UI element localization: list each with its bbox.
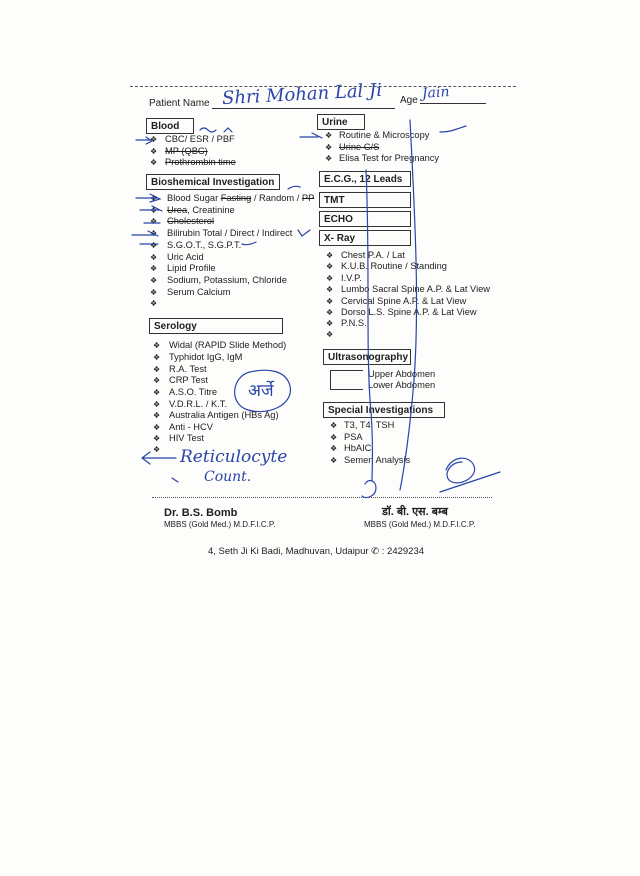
bullet-icon: ❖ xyxy=(153,411,161,420)
xray-item-lumbo: Lumbo Sacral Spine A.P. & Lat View xyxy=(341,284,491,294)
serology-item-ra: R.A. Test xyxy=(169,364,207,374)
special-item-psa: PSA xyxy=(344,432,363,442)
age-label: Age xyxy=(400,95,418,106)
biochem-section-title: Bioshemical Investigation xyxy=(146,174,280,190)
biochem-item-lipid: Lipid Profile xyxy=(167,263,216,273)
xray-item-ivp: I.V.P. xyxy=(341,273,362,283)
biochem-item-cholesterol: Cholesterol xyxy=(167,216,215,226)
bullet-icon: ❖ xyxy=(153,376,161,385)
handwritten-age: Jain xyxy=(421,84,450,102)
usg-item-upper: Upper Abdomen xyxy=(368,369,436,379)
urine-item-cs: Urine C/S xyxy=(339,142,380,152)
blood-section-title: Blood xyxy=(146,118,194,134)
special-item-hbaic: HbAIC xyxy=(344,443,372,453)
special-item-thyroid: T3, T4, TSH xyxy=(344,420,395,430)
bullet-icon: ❖ xyxy=(153,400,161,409)
bullet-icon: ❖ xyxy=(150,241,158,250)
biochem-item-calcium: Serum Calcium xyxy=(167,287,231,297)
serology-item-crp: CRP Test xyxy=(169,375,208,385)
usg-section-title: Ultrasonography xyxy=(323,349,411,365)
serology-item-hiv: HIV Test xyxy=(169,433,204,443)
bullet-icon: ❖ xyxy=(153,341,161,350)
tmt-section-title: TMT xyxy=(319,192,411,208)
ink-squiggle xyxy=(172,478,178,482)
handwritten-hindi-note: अर्जे xyxy=(248,381,274,401)
bullet-icon: ❖ xyxy=(326,330,334,339)
bullet-icon: ❖ xyxy=(326,274,334,283)
biochem-item-sgot: S.G.O.T., S.G.P.T. xyxy=(167,240,242,250)
serology-item-widal: Widal (RAPID Slide Method) xyxy=(169,340,287,350)
bullet-icon: ❖ xyxy=(326,262,334,271)
blood-item-prothrombin: Prothrombin time xyxy=(165,157,236,167)
special-item-semen: Semen Analysis xyxy=(344,455,411,465)
special-section-title: Special Investigations xyxy=(323,402,445,418)
doctor-name-hindi: डॉ. बी. एस. बम्ब xyxy=(382,506,448,518)
ink-squiggle xyxy=(362,481,376,498)
usg-item-lower: Lower Abdomen xyxy=(368,380,436,390)
bullet-icon: ❖ xyxy=(326,319,334,328)
bullet-icon: ❖ xyxy=(153,445,161,454)
urine-item-routine: Routine & Microscopy xyxy=(339,130,430,140)
serology-item-typhidot: Typhidot IgG, IgM xyxy=(169,352,243,362)
bullet-icon: ❖ xyxy=(153,388,161,397)
bullet-icon: ❖ xyxy=(326,251,334,260)
bullet-icon: ❖ xyxy=(153,353,161,362)
bullet-icon: ❖ xyxy=(326,297,334,306)
xray-item-dorso: Dorso L.S. Spine A.P. & Lat View xyxy=(341,307,477,317)
bullet-icon: ❖ xyxy=(325,131,333,140)
biochem-item-sodium: Sodium, Potassium, Chloride xyxy=(167,275,287,285)
doctor-degree-english: MBBS (Gold Med.) M.D.F.I.C.P. xyxy=(164,520,276,529)
bullet-icon: ❖ xyxy=(150,253,158,262)
biochem-item-urea: Urea, Creatinine xyxy=(167,205,235,215)
bullet-icon: ❖ xyxy=(325,143,333,152)
handwritten-note-count: Count. xyxy=(204,469,252,485)
serology-section-title: Serology xyxy=(149,318,283,334)
handwritten-note-reticulocyte: Reticulocyte xyxy=(180,447,288,467)
bullet-icon: ❖ xyxy=(325,154,333,163)
signature-ink xyxy=(440,458,500,492)
biochem-item-blood-sugar: Blood Sugar Fasting / Random / PP xyxy=(167,193,315,203)
ink-squiggle xyxy=(200,128,216,132)
doctor-degree-hindi: MBBS (Gold Med.) M.D.F.I.C.P. xyxy=(364,520,476,529)
echo-section-title: ECHO xyxy=(319,211,411,227)
bullet-icon: ❖ xyxy=(153,423,161,432)
tick-mark xyxy=(300,133,322,138)
bullet-icon: ❖ xyxy=(330,421,338,430)
urine-item-elisa: Elisa Test for Pregnancy xyxy=(339,153,440,163)
bullet-icon: ❖ xyxy=(330,433,338,442)
bullet-icon: ❖ xyxy=(330,444,338,453)
ink-squiggle xyxy=(440,126,466,132)
bullet-icon: ❖ xyxy=(150,158,158,167)
serology-item-hcv: Anti - HCV xyxy=(169,422,213,432)
bullet-icon: ❖ xyxy=(150,194,158,203)
bullet-icon: ❖ xyxy=(150,217,158,226)
bullet-icon: ❖ xyxy=(153,365,161,374)
blood-item-cbc: CBC/ ESR / PBF xyxy=(165,134,235,144)
xray-item-pns: P.N.S. xyxy=(341,318,367,328)
urine-section-title: Urine xyxy=(317,114,365,130)
bullet-icon: ❖ xyxy=(150,147,158,156)
ink-squiggle xyxy=(298,230,310,236)
bullet-icon: ❖ xyxy=(326,308,334,317)
ecg-section-title: E.C.G., 12 Leads xyxy=(319,171,411,187)
xray-section-title: X- Ray xyxy=(319,230,411,246)
ink-squiggle xyxy=(288,186,300,189)
serology-item-aso: A.S.O. Titre xyxy=(169,387,218,397)
bullet-icon: ❖ xyxy=(150,276,158,285)
patient-name-label: Patient Name xyxy=(149,98,210,109)
ink-squiggle xyxy=(224,128,232,132)
xray-item-chest: Chest P.A. / Lat xyxy=(341,250,405,260)
footer-divider xyxy=(152,497,492,498)
serology-item-vdrl: V.D.R.L. / K.T. xyxy=(169,399,228,409)
clinic-address: 4, Seth Ji Ki Badi, Madhuvan, Udaipur ✆ : 2429234 xyxy=(208,546,425,557)
bullet-icon: ❖ xyxy=(326,285,334,294)
ink-squiggle xyxy=(242,242,256,245)
bullet-icon: ❖ xyxy=(330,456,338,465)
bullet-icon: ❖ xyxy=(150,299,158,308)
bullet-icon: ❖ xyxy=(150,135,158,144)
biochem-item-uric-acid: Uric Acid xyxy=(167,252,204,262)
blood-item-mp: MP (QBC) xyxy=(165,146,208,156)
bullet-icon: ❖ xyxy=(150,288,158,297)
bullet-icon: ❖ xyxy=(150,229,158,238)
bullet-icon: ❖ xyxy=(150,206,158,215)
biochem-item-bilirubin: Bilirubin Total / Direct / Indirect xyxy=(167,228,293,238)
xray-item-cervical: Cervical Spine A.P. & Lat View xyxy=(341,296,467,306)
bullet-icon: ❖ xyxy=(150,264,158,273)
handwritten-patient-name: Shri Mohan Lal Ji xyxy=(221,79,383,110)
serology-item-australia: Australia Antigen (HBs Ag) xyxy=(169,410,279,420)
doctor-name-english: Dr. B.S. Bomb xyxy=(164,507,238,519)
usg-bracket xyxy=(330,370,363,390)
age-line xyxy=(420,103,486,104)
xray-item-kub: K.U.B. Routine / Standing xyxy=(341,261,447,271)
bullet-icon: ❖ xyxy=(153,434,161,443)
